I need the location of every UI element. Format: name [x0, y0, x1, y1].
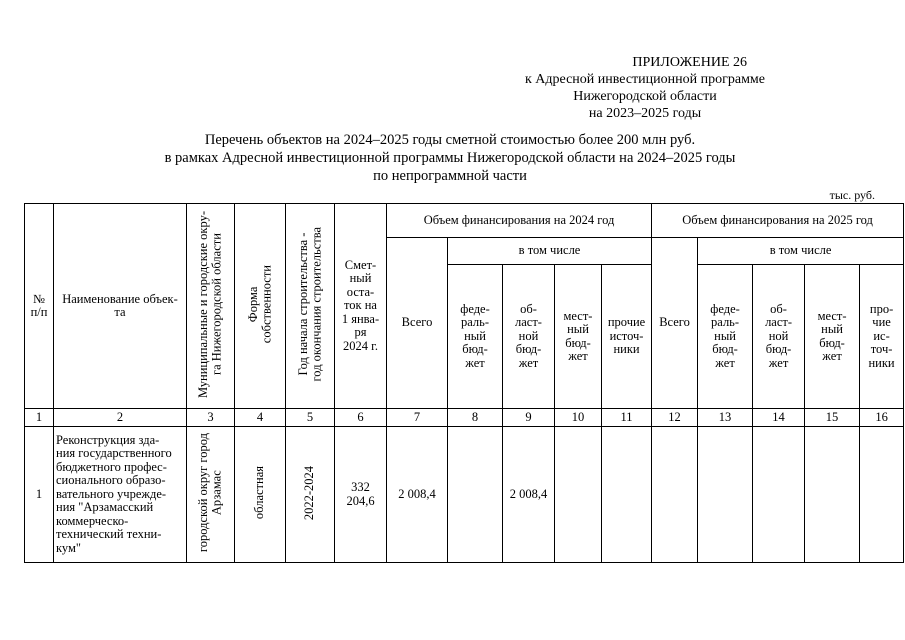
header-ownership: Форма собственности: [245, 265, 273, 344]
header-num: № п/п: [25, 204, 54, 409]
row-years-cell: [286, 427, 335, 563]
row-regional-2025: [753, 427, 805, 563]
header-local-2025: мест- ный бюд- жет: [805, 265, 860, 409]
column-number: 9: [503, 409, 555, 427]
row-ownership: областная: [252, 466, 267, 520]
column-number: 8: [448, 409, 503, 427]
header-other-2025: про- чие ис- точ- ники: [860, 265, 904, 409]
column-number: 1: [25, 409, 54, 427]
row-federal-2024: [448, 427, 503, 563]
column-number: 11: [602, 409, 652, 427]
header-local-2024: мест- ный бюд- жет: [555, 265, 602, 409]
row-municipality-cell: [187, 427, 235, 563]
header-incl-2024: в том числе: [448, 238, 652, 265]
row-other-2024: [602, 427, 652, 563]
row-total-2024: 2 008,4: [387, 427, 448, 563]
appendix-title: ПРИЛОЖЕНИЕ 26: [632, 55, 747, 70]
row-years: 2022-2024: [302, 465, 317, 520]
header-other-2024: прочие источ- ники: [602, 265, 652, 409]
header-federal-2024: феде- раль- ный бюд- жет: [448, 265, 503, 409]
row-local-2025: [805, 427, 860, 563]
document-title-line-3: по непрограммной части: [373, 168, 527, 184]
row-ownership-cell: [235, 427, 286, 563]
column-number: 3: [187, 409, 235, 427]
appendix-line-2: Нижегородской области: [573, 89, 717, 104]
appendix-line-1: к Адресной инвестиционной программе: [524, 72, 766, 87]
row-total-2025: [652, 427, 698, 563]
column-number: 15: [805, 409, 860, 427]
row-num: 1: [25, 427, 54, 563]
header-incl-2025: в том числе: [698, 238, 904, 265]
row-municipality: городской округ город Арзамас: [196, 433, 224, 553]
appendix-line-3: на 2023–2025 годы: [588, 106, 702, 121]
column-number: 4: [235, 409, 286, 427]
row-remaining: 332 204,6: [335, 427, 387, 563]
header-ownership-cell: [235, 204, 286, 409]
header-fin-2024: Объем финансирования на 2024 год: [387, 204, 652, 238]
objects-table: [24, 203, 904, 563]
header-federal-2025: феде- раль- ный бюд- жет: [698, 265, 753, 409]
header-years: Год начала строительства - год окончания строительства: [295, 226, 323, 382]
header-total-2025: Всего: [652, 238, 698, 409]
column-number: 5: [286, 409, 335, 427]
row-regional-2024: 2 008,4: [503, 427, 555, 563]
row-local-2024: [555, 427, 602, 563]
header-row-1: [25, 204, 904, 238]
header-municipality: Муниципальные и городские окру- га Нижегородской области: [196, 210, 224, 398]
header-years-cell: [286, 204, 335, 409]
row-name: Реконструкция зда- ния государственного бюджетного профес- сионального образо- вательного учрежде- ния "Арзамасский коммерческо- технический техни- кум": [54, 427, 187, 563]
column-number: 12: [652, 409, 698, 427]
column-number: 6: [335, 409, 387, 427]
column-number-row: [25, 409, 904, 427]
header-regional-2025: об- ласт- ной бюд- жет: [753, 265, 805, 409]
document-title: [60, 131, 840, 185]
header-total-2024: Всего: [387, 238, 448, 409]
document-title-line-1: Перечень объектов на 2024–2025 годы сметной стоимостью более 200 млн руб.: [204, 132, 696, 148]
column-number: 16: [860, 409, 904, 427]
header-fin-2025: Объем финансирования на 2025 год: [652, 204, 904, 238]
column-number: 10: [555, 409, 602, 427]
header-municipality-cell: [187, 204, 235, 409]
column-number: 13: [698, 409, 753, 427]
column-number: 14: [753, 409, 805, 427]
header-regional-2024: об- ласт- ной бюд- жет: [503, 265, 555, 409]
table-row: [25, 427, 904, 563]
header-name: Наименование объек- та: [54, 204, 187, 409]
row-other-2025: [860, 427, 904, 563]
row-federal-2025: [698, 427, 753, 563]
units-label: тыс. руб.: [829, 188, 875, 202]
column-number: 7: [387, 409, 448, 427]
appendix-header: [495, 54, 795, 122]
header-remaining: Смет- ный оста- ток на 1 янва- ря 2024 г.: [335, 204, 387, 409]
column-number: 2: [54, 409, 187, 427]
document-title-line-2: в рамках Адресной инвестиционной программы Нижегородской области на 2024–2025 годы: [164, 150, 736, 166]
